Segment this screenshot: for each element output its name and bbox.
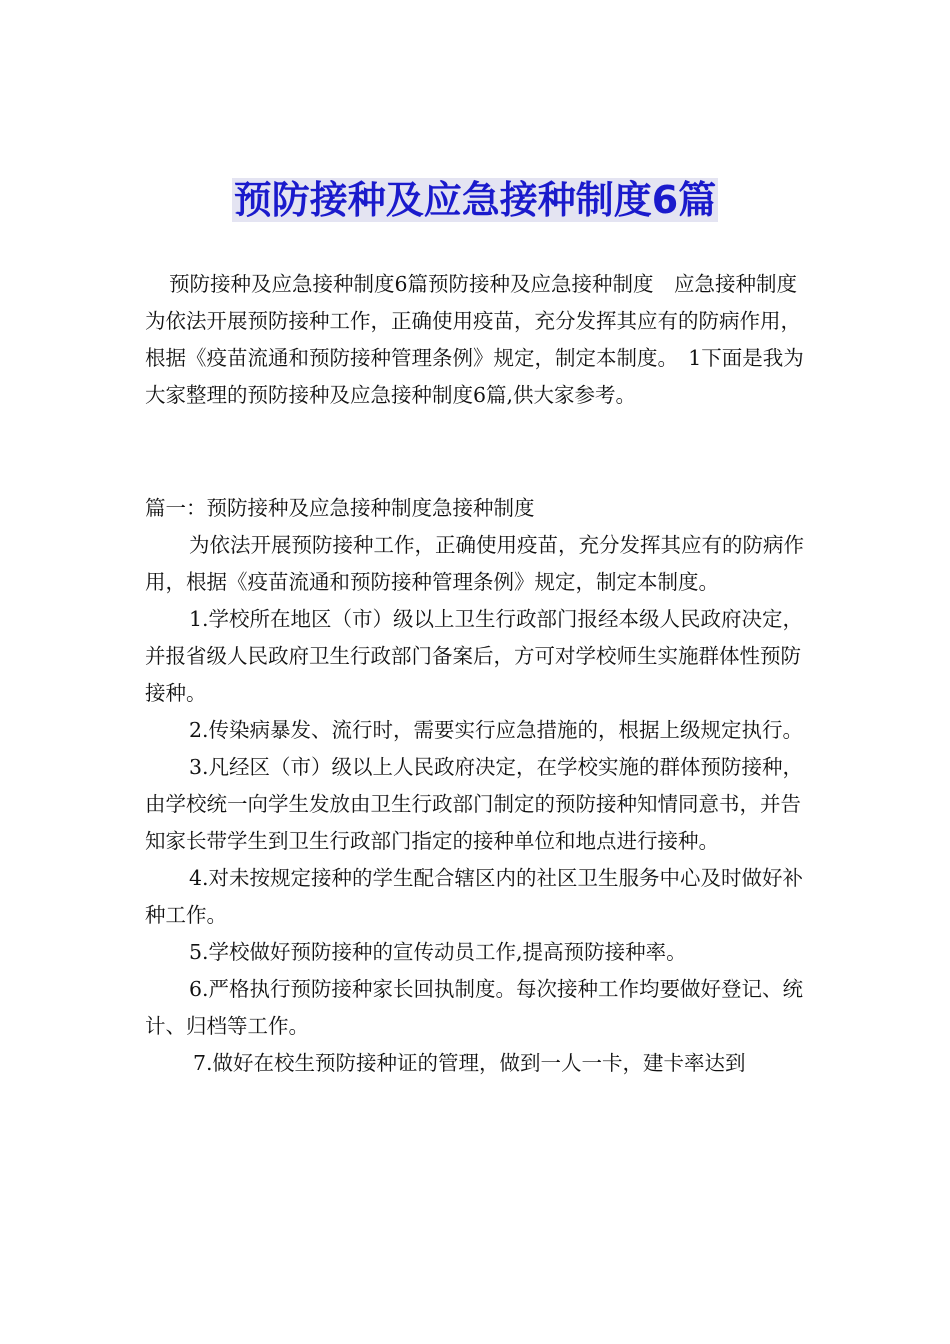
section-1-item-2: 2.传染病暴发、流行时，需要实行应急措施的，根据上级规定执行。 <box>189 718 804 742</box>
document-title-text: 预防接种及应急接种制度6篇 <box>233 178 717 222</box>
intro-paragraph: 预防接种及应急接种制度6篇预防接种及应急接种制度 应急接种制度 为依法开展预防接种工作，正确使用疫苗，充分发挥其应有的防病作用，根据《疫苗流通和预防接种管理条例》规定，制定本制度。 1下面是我为大家整理的预防接种及应急接种制度6篇,供大家参考。 <box>145 272 818 407</box>
document-title <box>0 176 950 224</box>
section-1-item-7: 7.做好在校生预防接种证的管理，做到一人一卡，建卡率达到 <box>193 1051 746 1075</box>
section-1-item-6: 6.严格执行预防接种家长回执制度。每次接种工作均要做好登记、统计、归档等工作。 <box>145 977 804 1038</box>
section-1-paragraph: 为依法开展预防接种工作，正确使用疫苗，充分发挥其应有的防病作用，根据《疫苗流通和预防接种管理条例》规定，制定本制度。 <box>145 533 804 594</box>
section-1-item-4: 4.对未按规定接种的学生配合辖区内的社区卫生服务中心及时做好补种工作。 <box>145 866 804 927</box>
section-1-heading: 篇一：预防接种及应急接种制度急接种制度 <box>145 496 535 520</box>
section-1-item-5: 5.学校做好预防接种的宣传动员工作,提高预防接种率。 <box>189 940 687 964</box>
section-1-item-3: 3.凡经区（市）级以上人民政府决定，在学校实施的群体预防接种，由学校统一向学生发放由卫生行政部门制定的预防接种知情同意书，并告知家长带学生到卫生行政部门指定的接种单位和地点进行接种。 <box>145 755 804 853</box>
section-1-item-1: 1.学校所在地区（市）级以上卫生行政部门报经本级人民政府决定，并报省级人民政府卫生行政部门备案后，方可对学校师生实施群体性预防接种。 <box>145 607 804 705</box>
section-1 <box>145 490 810 1082</box>
